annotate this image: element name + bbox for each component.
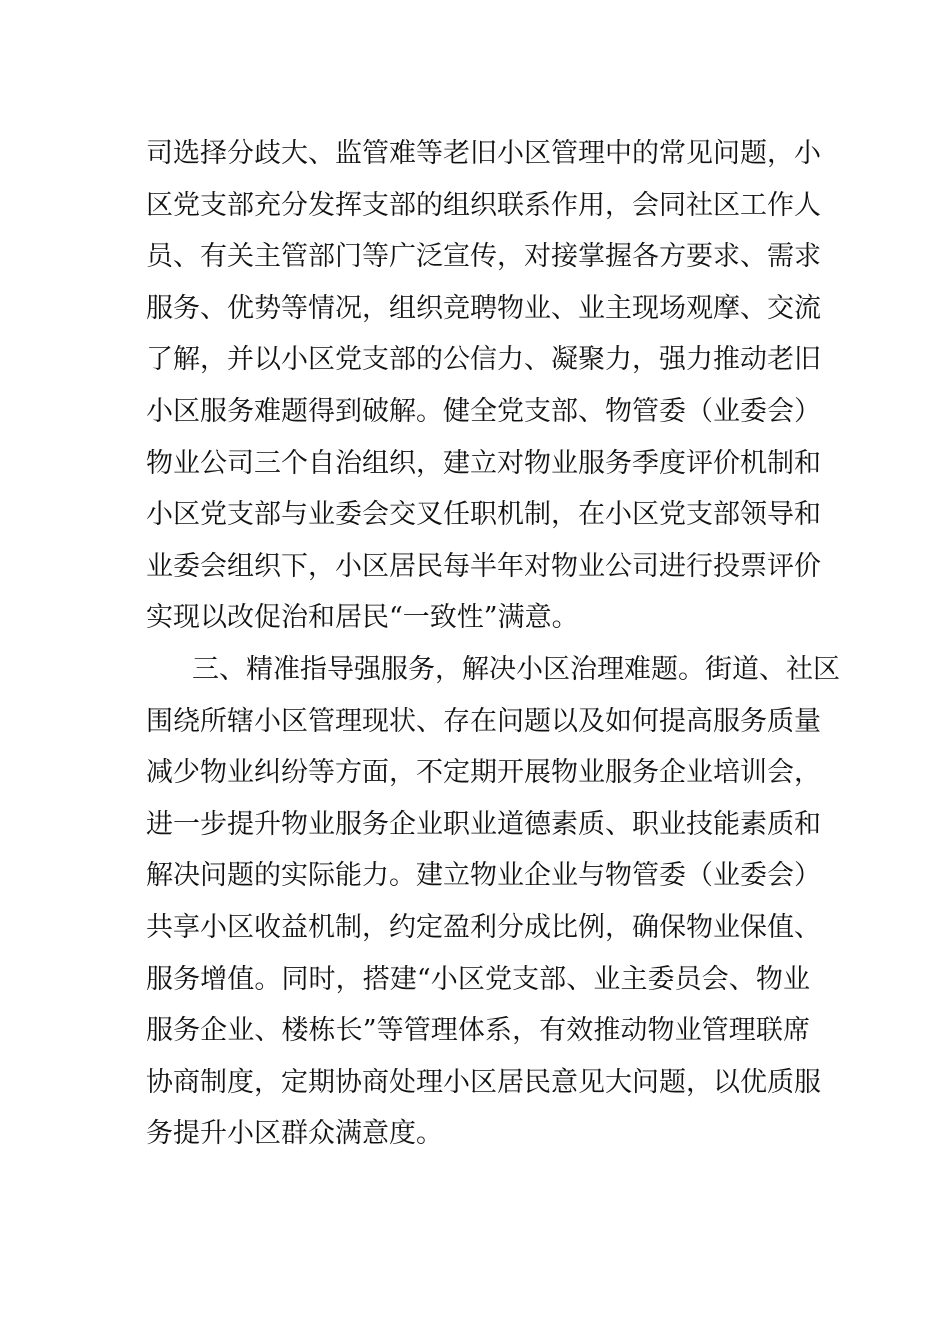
text-line: 减少物业纠纷等方面，不定期开展物业服务企业培训会， <box>146 757 821 789</box>
text-line: 服务、优势等情况，组织竞聘物业、业主现场观摩、交流 <box>146 292 821 324</box>
text-line: 围绕所辖小区管理现状、存在问题以及如何提高服务质量 <box>146 705 821 737</box>
text-line: 物业公司三个自治组织，建立对物业服务季度评价机制和 <box>146 447 821 479</box>
text-line-paragraph-start: 三、精准指导强服务，解决小区治理难题。街道、社区 <box>192 653 840 685</box>
text-line: 进一步提升物业服务企业职业道德素质、职业技能素质和 <box>146 808 821 840</box>
text-line: 了解，并以小区党支部的公信力、凝聚力，强力推动老旧 <box>146 344 821 376</box>
text-line: 区党支部充分发挥支部的组织联系作用，会同社区工作人 <box>146 189 821 221</box>
text-line: 员、有关主管部门等广泛宣传，对接掌握各方要求、需求 <box>146 241 821 273</box>
text-line: 服务企业、楼栋长”等管理体系，有效推动物业管理联席 <box>146 1015 810 1047</box>
text-line: 解决问题的实际能力。建立物业企业与物管委（业委会） <box>146 860 821 892</box>
text-line: 共享小区收益机制，约定盈利分成比例，确保物业保值、 <box>146 911 821 943</box>
document-body <box>146 128 840 1160</box>
text-line: 司选择分歧大、监管难等老旧小区管理中的常见问题，小 <box>146 138 821 169</box>
text-line-paragraph-end: 实现以改促治和居民“一致性”满意。 <box>146 602 579 634</box>
text-line: 服务增值。同时，搭建“小区党支部、业主委员会、物业 <box>146 963 810 995</box>
text-line-paragraph-end: 务提升小区群众满意度。 <box>146 1118 443 1150</box>
text-line: 小区党支部与业委会交叉任职机制，在小区党支部领导和 <box>146 499 821 531</box>
text-line: 小区服务难题得到破解。健全党支部、物管委（业委会） <box>146 395 821 427</box>
text-line: 协商制度，定期协商处理小区居民意见大问题，以优质服 <box>146 1066 821 1098</box>
text-line: 业委会组织下，小区居民每半年对物业公司进行投票评价 <box>146 550 821 582</box>
